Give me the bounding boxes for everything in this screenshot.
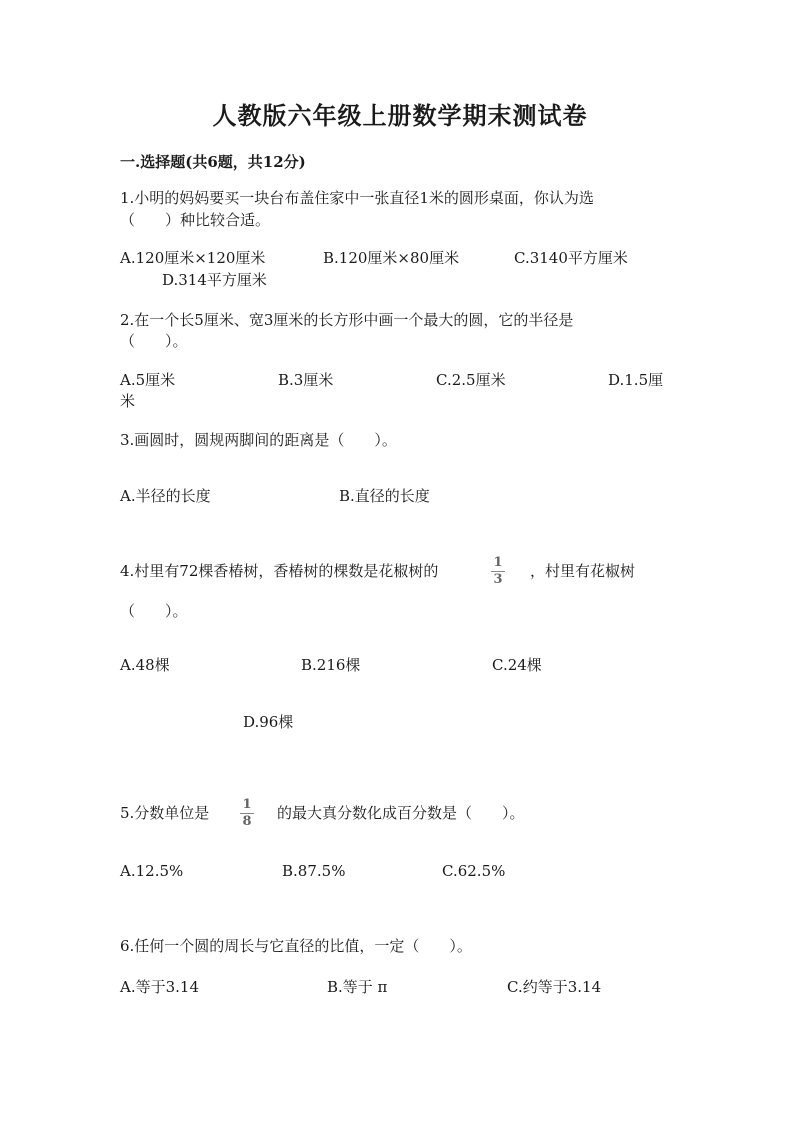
q5-text-line1-end: 的最大真分数化成百分数是（ ）。 (277, 804, 525, 822)
q4-option-c[interactable]: C.24棵 (492, 656, 542, 674)
q4-option-b[interactable]: B.216棵 (301, 656, 361, 674)
q1-option-d[interactable]: D.314平方厘米 (162, 271, 267, 289)
section-heading: 一.选择题(共6题，共12分) (120, 153, 306, 171)
q5-option-c[interactable]: C.62.5% (442, 862, 506, 880)
q5-fraction (239, 798, 255, 829)
q4-text-line1-start: 4.村里有72棵香椿树，香椿树的棵数是花椒树的 (120, 562, 439, 580)
q2-text-line1: 2.在一个长5厘米、宽3厘米的长方形中画一个最大的圆，它的半径是 (120, 311, 574, 329)
q6-option-b[interactable]: B.等于 π (327, 978, 388, 996)
q4-option-a[interactable]: A.48棵 (120, 656, 170, 674)
q4-option-d[interactable]: D.96棵 (243, 713, 294, 731)
q2-option-d[interactable]: D.1.5厘 (608, 371, 664, 389)
q4-fraction-numerator: 1 (493, 555, 503, 570)
page-title: 人教版六年级上册数学期末测试卷 (212, 101, 588, 130)
q1-option-b[interactable]: B.120厘米×80厘米 (323, 249, 460, 267)
q2-option-b[interactable]: B.3厘米 (278, 371, 334, 389)
q2-option-c[interactable]: C.2.5厘米 (436, 371, 506, 389)
q6-text-line1: 6.任何一个圆的周长与它直径的比值，一定（ ）。 (120, 937, 472, 955)
q2-option-d-wrap: 米 (120, 392, 136, 410)
q5-fraction-numerator: 1 (242, 797, 252, 812)
q5-fraction-denominator: 8 (242, 814, 252, 829)
q4-text-line1-end: ，村里有花椒树 (530, 562, 636, 580)
q5-option-b[interactable]: B.87.5% (282, 862, 346, 880)
q2-text-line2: （ ）。 (120, 332, 188, 350)
q5-option-a[interactable]: A.12.5% (120, 862, 184, 880)
q4-fraction (490, 556, 506, 587)
q1-option-a[interactable]: A.120厘米×120厘米 (120, 249, 266, 267)
q4-fraction-denominator: 3 (493, 572, 503, 587)
q1-text-line2: （ ）种比较合适。 (120, 211, 271, 229)
q3-option-a[interactable]: A.半径的长度 (120, 487, 211, 505)
q1-text-line1: 1.小明的妈妈要买一块台布盖住家中一张直径1米的圆形桌面，你认为选 (120, 189, 594, 207)
q3-text-line1: 3.画圆时，圆规两脚间的距离是（ ）。 (120, 431, 397, 449)
q2-option-a[interactable]: A.5厘米 (120, 371, 176, 389)
q6-option-a[interactable]: A.等于3.14 (120, 978, 199, 996)
q4-text-line2: （ ）。 (120, 602, 188, 620)
q5-text-line1-start: 5.分数单位是 (120, 804, 210, 822)
q3-option-b[interactable]: B.直径的长度 (339, 487, 430, 505)
q6-option-c[interactable]: C.约等于3.14 (507, 978, 602, 996)
q1-option-c[interactable]: C.3140平方厘米 (514, 249, 628, 267)
